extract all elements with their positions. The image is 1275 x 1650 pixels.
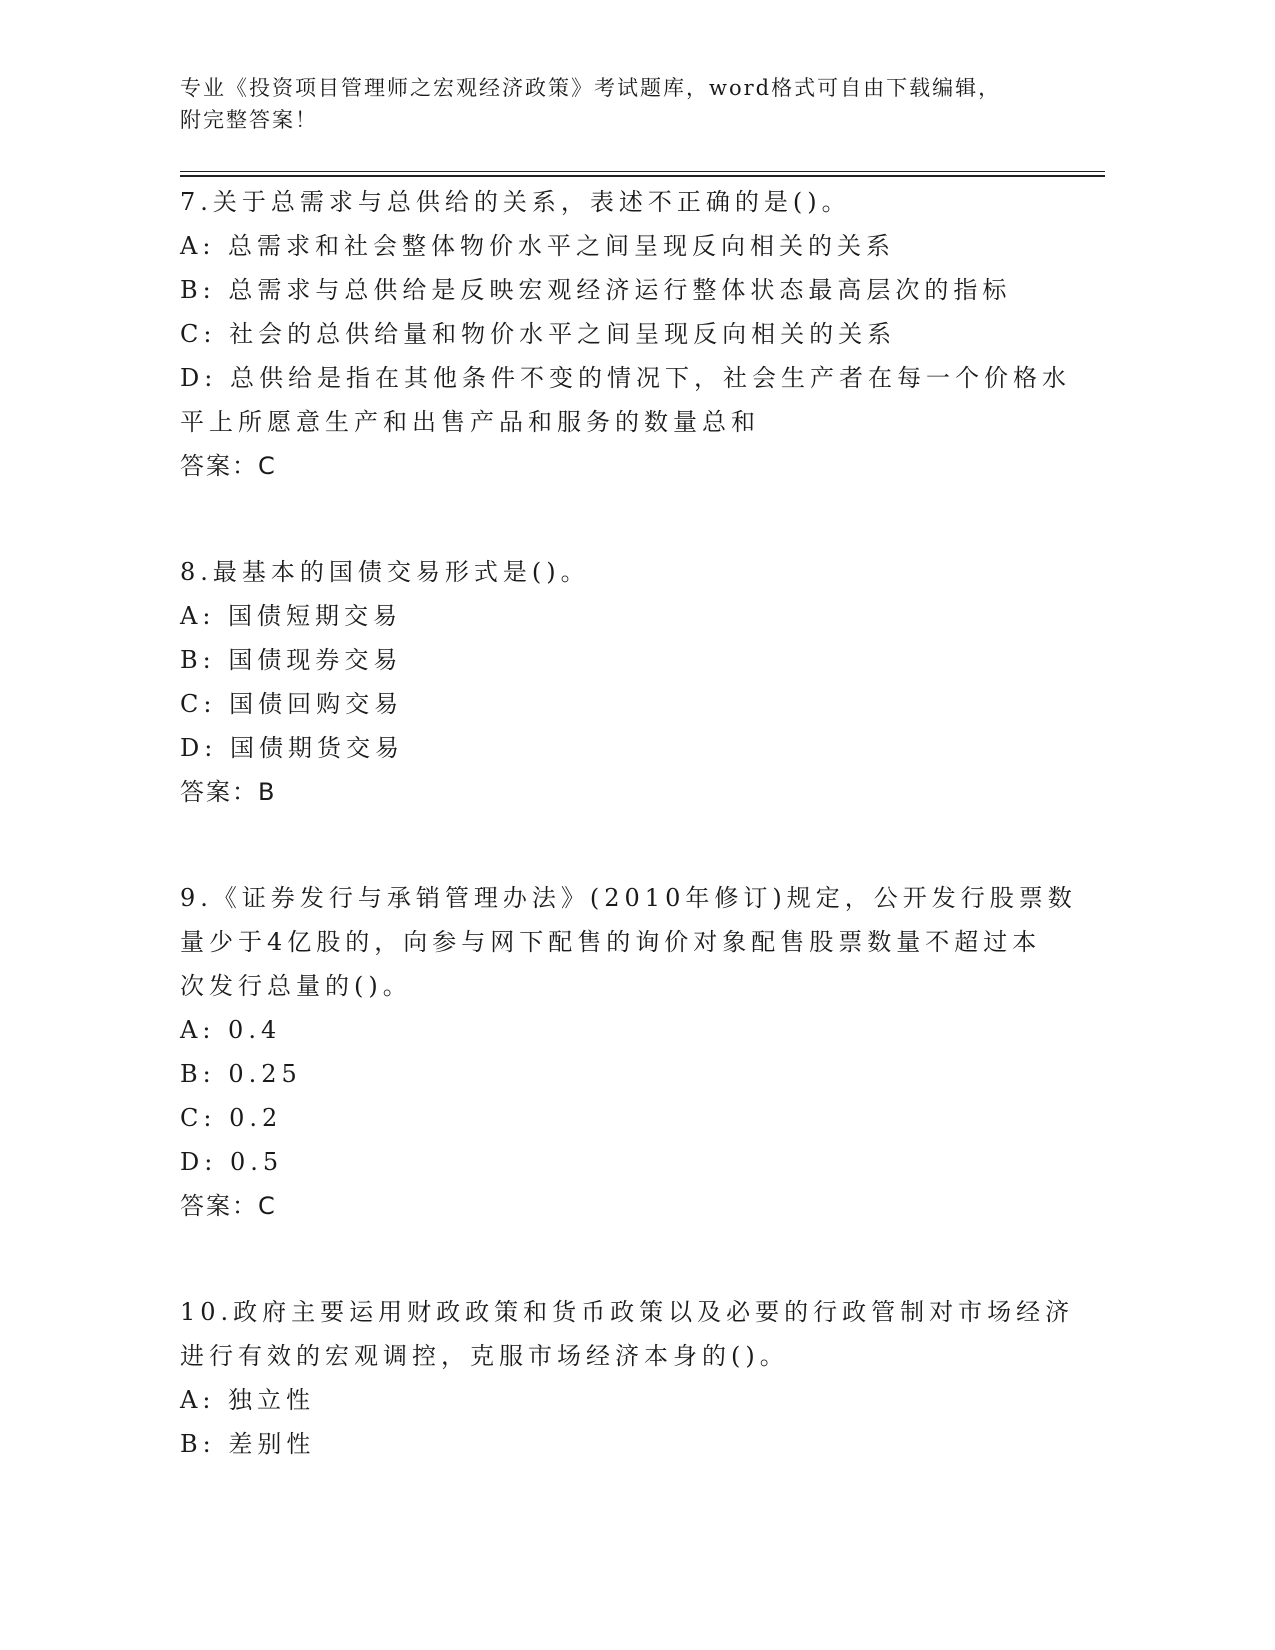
header-divider-thick [180, 175, 1105, 177]
option-line: B: 差别性 [180, 1430, 316, 1458]
option-line: D: 国债期货交易 [180, 734, 404, 762]
question-stem-line: 量少于4亿股的，向参与网下配售的询价对象配售股票数量不超过本 [180, 928, 1042, 956]
option-line: A: 0.4 [180, 1016, 282, 1044]
document-header [180, 72, 1080, 136]
question-block [180, 180, 1071, 488]
question-stem-line: 10.政府主要运用财政政策和货币政策以及必要的行政管制对市场经济 [180, 1298, 1075, 1326]
question-stem-line: 进行有效的宏观调控，克服市场经济本身的()。 [180, 1342, 789, 1370]
option-line: 平上所愿意生产和出售产品和服务的数量总和 [180, 408, 760, 436]
question-spacer [180, 1228, 1060, 1290]
answer-line: 答案：C [180, 452, 277, 480]
question-spacer [180, 814, 1060, 876]
option-line: D: 0.5 [180, 1148, 284, 1176]
question-block [180, 876, 1077, 1228]
option-line: C: 国债回购交易 [180, 690, 404, 718]
option-line: C: 0.2 [180, 1104, 283, 1132]
question-stem-line: 次发行总量的()。 [180, 972, 412, 1000]
option-line: A: 总需求和社会整体物价水平之间呈现反向相关的关系 [180, 232, 896, 260]
option-line: A: 独立性 [180, 1386, 316, 1414]
option-line: A: 国债短期交易 [180, 602, 403, 630]
question-block [180, 550, 1060, 814]
option-line: B: 国债现券交易 [180, 646, 403, 674]
option-line: C: 社会的总供给量和物价水平之间呈现反向相关的关系 [180, 320, 897, 348]
question-block [180, 1290, 1075, 1466]
option-line: B: 0.25 [180, 1060, 302, 1088]
option-line: D: 总供给是指在其他条件不变的情况下，社会生产者在每一个价格水 [180, 364, 1071, 392]
option-line: B: 总需求与总供给是反映宏观经济运行整体状态最高层次的指标 [180, 276, 1012, 304]
question-stem-line: 7.关于总需求与总供给的关系，表述不正确的是()。 [180, 188, 851, 216]
question-list [180, 180, 1077, 1466]
header-line-2: 附完整答案！ [180, 108, 318, 132]
question-stem-line: 8.最基本的国债交易形式是()。 [180, 558, 590, 586]
header-divider-thin [180, 171, 1105, 172]
answer-line: 答案：B [180, 778, 277, 806]
answer-line: 答案：C [180, 1192, 277, 1220]
question-stem-line: 9.《证券发行与承销管理办法》(2010年修订)规定，公开发行股票数 [180, 884, 1077, 912]
header-line-1: 专业《投资项目管理师之宏观经济政策》考试题库，word格式可自由下载编辑， [180, 76, 1002, 100]
question-spacer [180, 488, 1060, 550]
